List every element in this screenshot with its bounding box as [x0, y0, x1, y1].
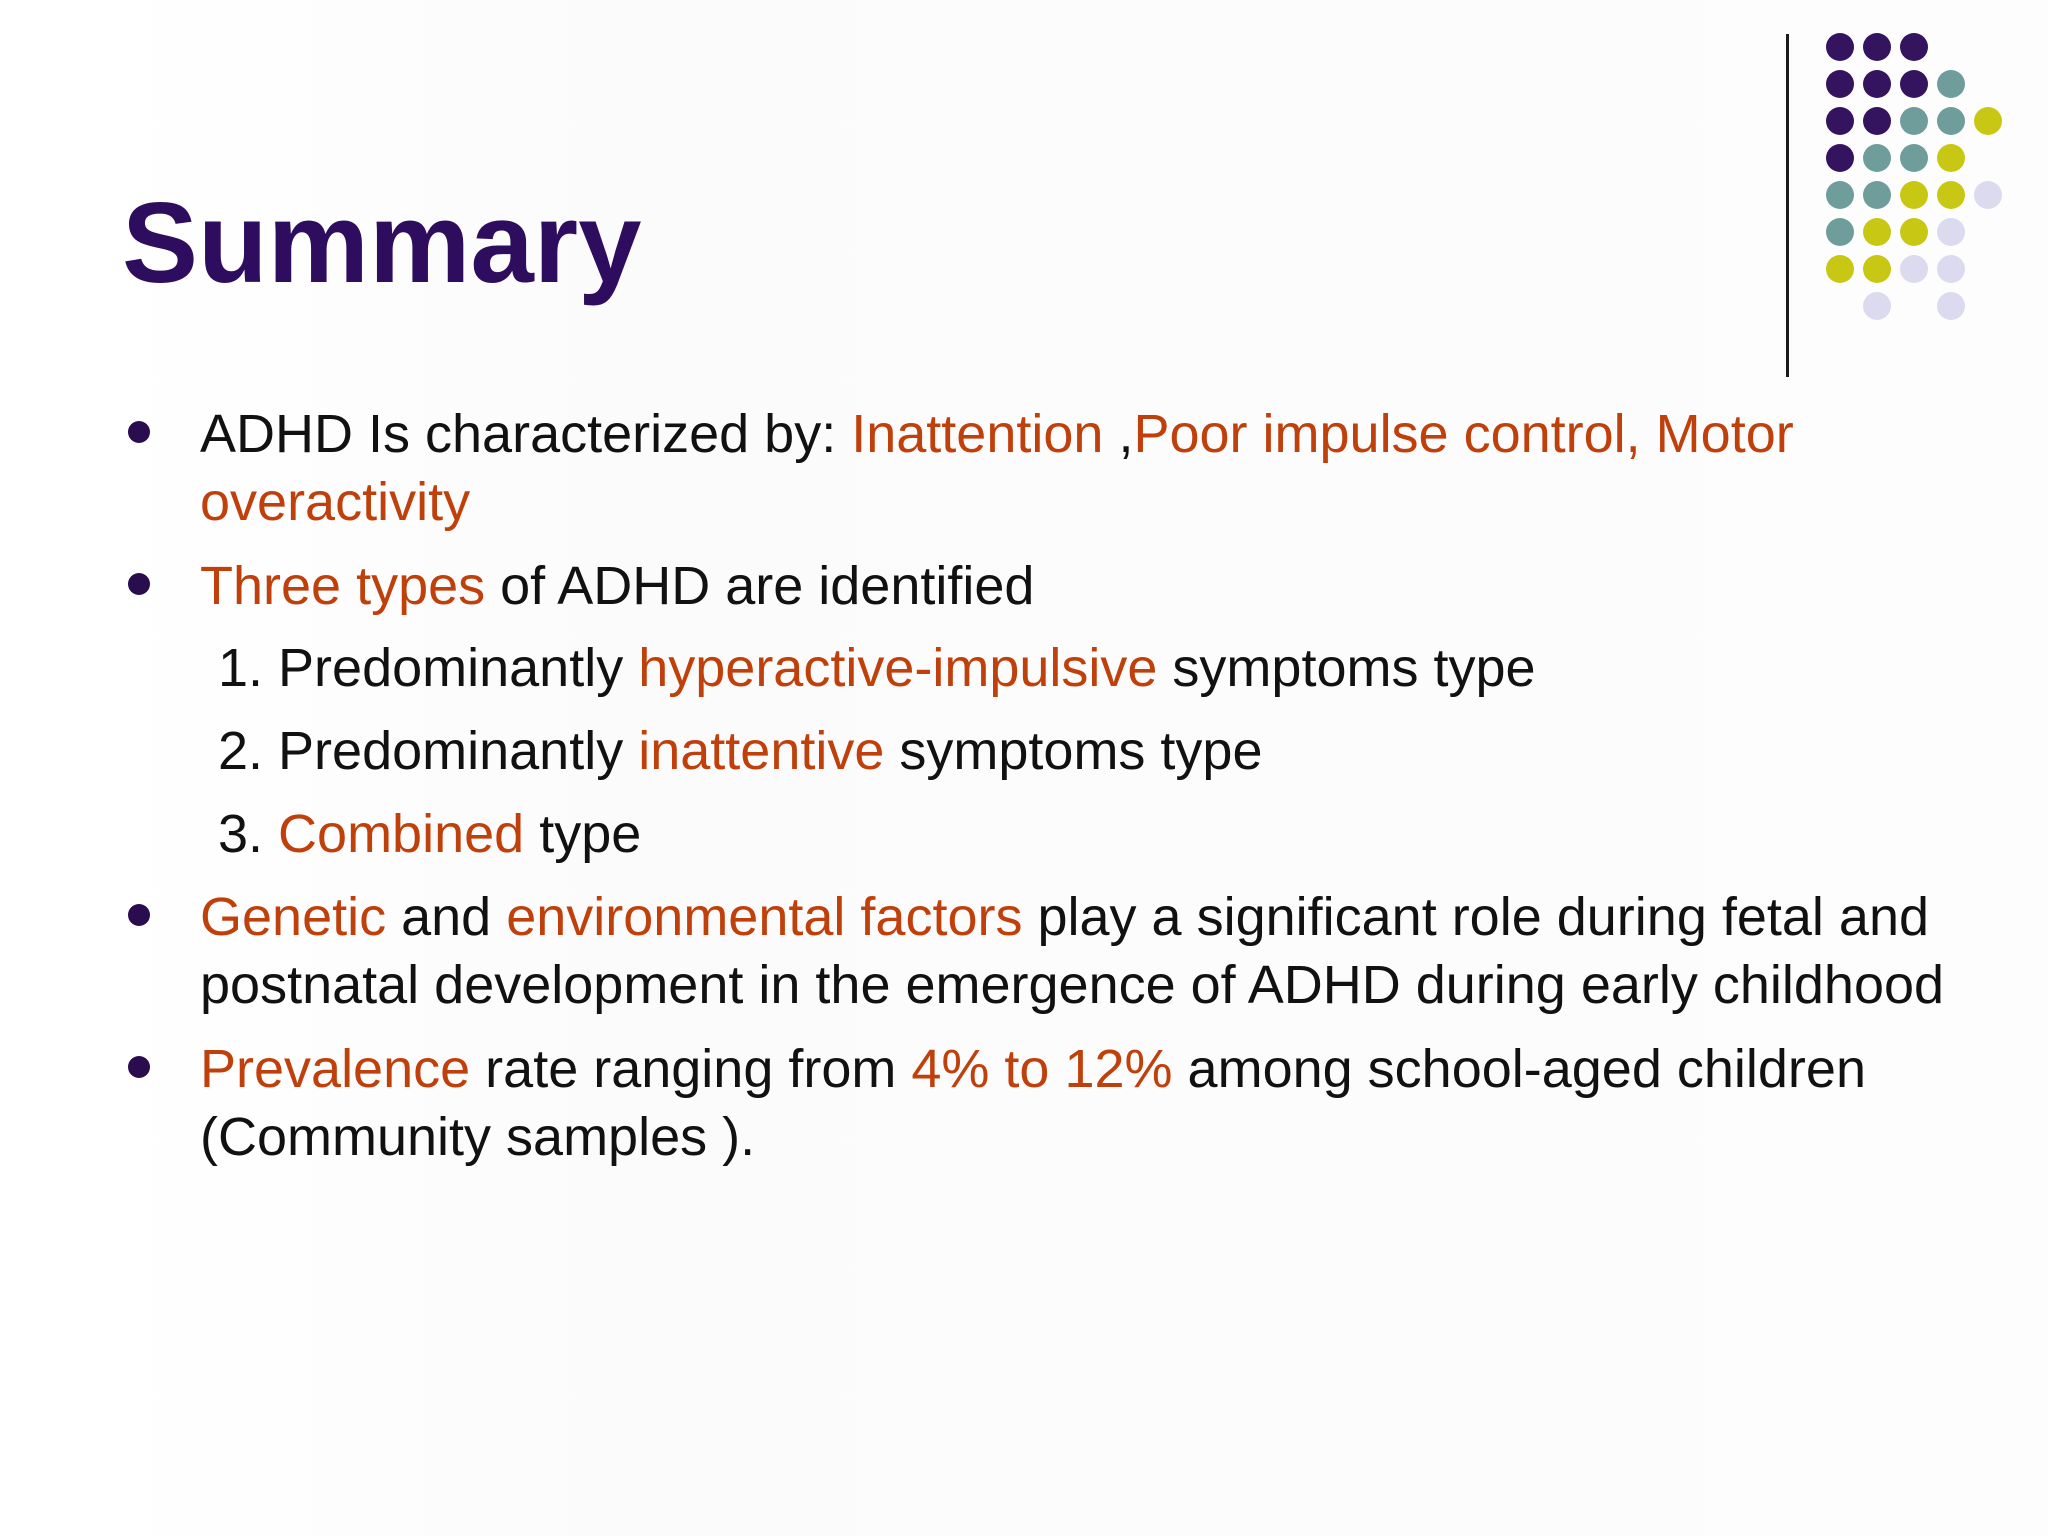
dot	[1900, 33, 1928, 61]
highlight-text: inattentive	[638, 721, 885, 781]
dot	[1863, 33, 1891, 61]
text: rate ranging from	[470, 1039, 912, 1099]
highlight-text: hyperactive-impulsive	[638, 638, 1158, 698]
highlight-text: 4% to 12%	[911, 1039, 1173, 1099]
dot	[1937, 107, 1965, 135]
bullet-dot	[128, 421, 150, 443]
dot	[1974, 107, 2002, 135]
dot	[1937, 292, 1965, 320]
type-item-1	[218, 634, 1980, 702]
divider-line	[1786, 34, 1789, 377]
dot	[1900, 181, 1928, 209]
dot	[1900, 255, 1928, 283]
text: type	[524, 804, 642, 864]
dot	[1863, 70, 1891, 98]
dot	[1826, 70, 1854, 98]
highlight-text: Three types	[200, 556, 486, 616]
text: 2. Predominantly	[218, 721, 639, 781]
bullet-dot	[128, 1056, 150, 1078]
dot	[1974, 181, 2002, 209]
dot	[1900, 218, 1928, 246]
dot	[1863, 218, 1891, 246]
dot	[1863, 181, 1891, 209]
dot	[1826, 107, 1854, 135]
text: among school-aged children (Community samples ).	[200, 1039, 1866, 1167]
dot	[1826, 144, 1854, 172]
dot	[1937, 144, 1965, 172]
dot	[1826, 33, 1854, 61]
slide-title: Summary	[122, 180, 642, 307]
bullet-dot	[128, 573, 150, 595]
dot	[1863, 107, 1891, 135]
dot	[1863, 144, 1891, 172]
dot	[1900, 107, 1928, 135]
type-item-3	[218, 800, 1980, 868]
text: symptoms type	[1157, 638, 1536, 698]
text: symptoms type	[884, 721, 1263, 781]
dot	[1863, 292, 1891, 320]
dot	[1937, 181, 1965, 209]
dot	[1937, 218, 1965, 246]
highlight-text: environmental factors	[506, 887, 1023, 947]
dot	[1863, 255, 1891, 283]
highlight-text: Combined	[278, 804, 525, 864]
text: and	[386, 887, 507, 947]
text: 3.	[218, 804, 279, 864]
highlight-text: Inattention	[851, 404, 1119, 464]
dot	[1900, 144, 1928, 172]
bullet-list	[120, 400, 1980, 1187]
bullet-dot	[128, 904, 150, 926]
bullet-item	[120, 552, 1980, 620]
type-item-2	[218, 717, 1980, 785]
dot	[1937, 70, 1965, 98]
dot	[1826, 181, 1854, 209]
highlight-text: Prevalence	[200, 1039, 471, 1099]
highlight-text: Genetic	[200, 887, 387, 947]
bullet-item	[120, 400, 1980, 536]
text: 1. Predominantly	[218, 638, 639, 698]
text: play a significant role during fetal and postnatal development in the emergence of ADHD during early childhood	[200, 887, 1945, 1015]
text: of ADHD are identified	[485, 556, 1035, 616]
text: ,	[1118, 404, 1134, 464]
highlight-text: Poor impulse control, Motor overactivity	[200, 404, 1794, 532]
dot	[1826, 218, 1854, 246]
bullet-item	[120, 1035, 1980, 1171]
dot	[1826, 255, 1854, 283]
bullet-item	[120, 883, 1980, 1019]
dot	[1937, 255, 1965, 283]
text: ADHD Is characterized by:	[200, 404, 852, 464]
dot	[1900, 70, 1928, 98]
